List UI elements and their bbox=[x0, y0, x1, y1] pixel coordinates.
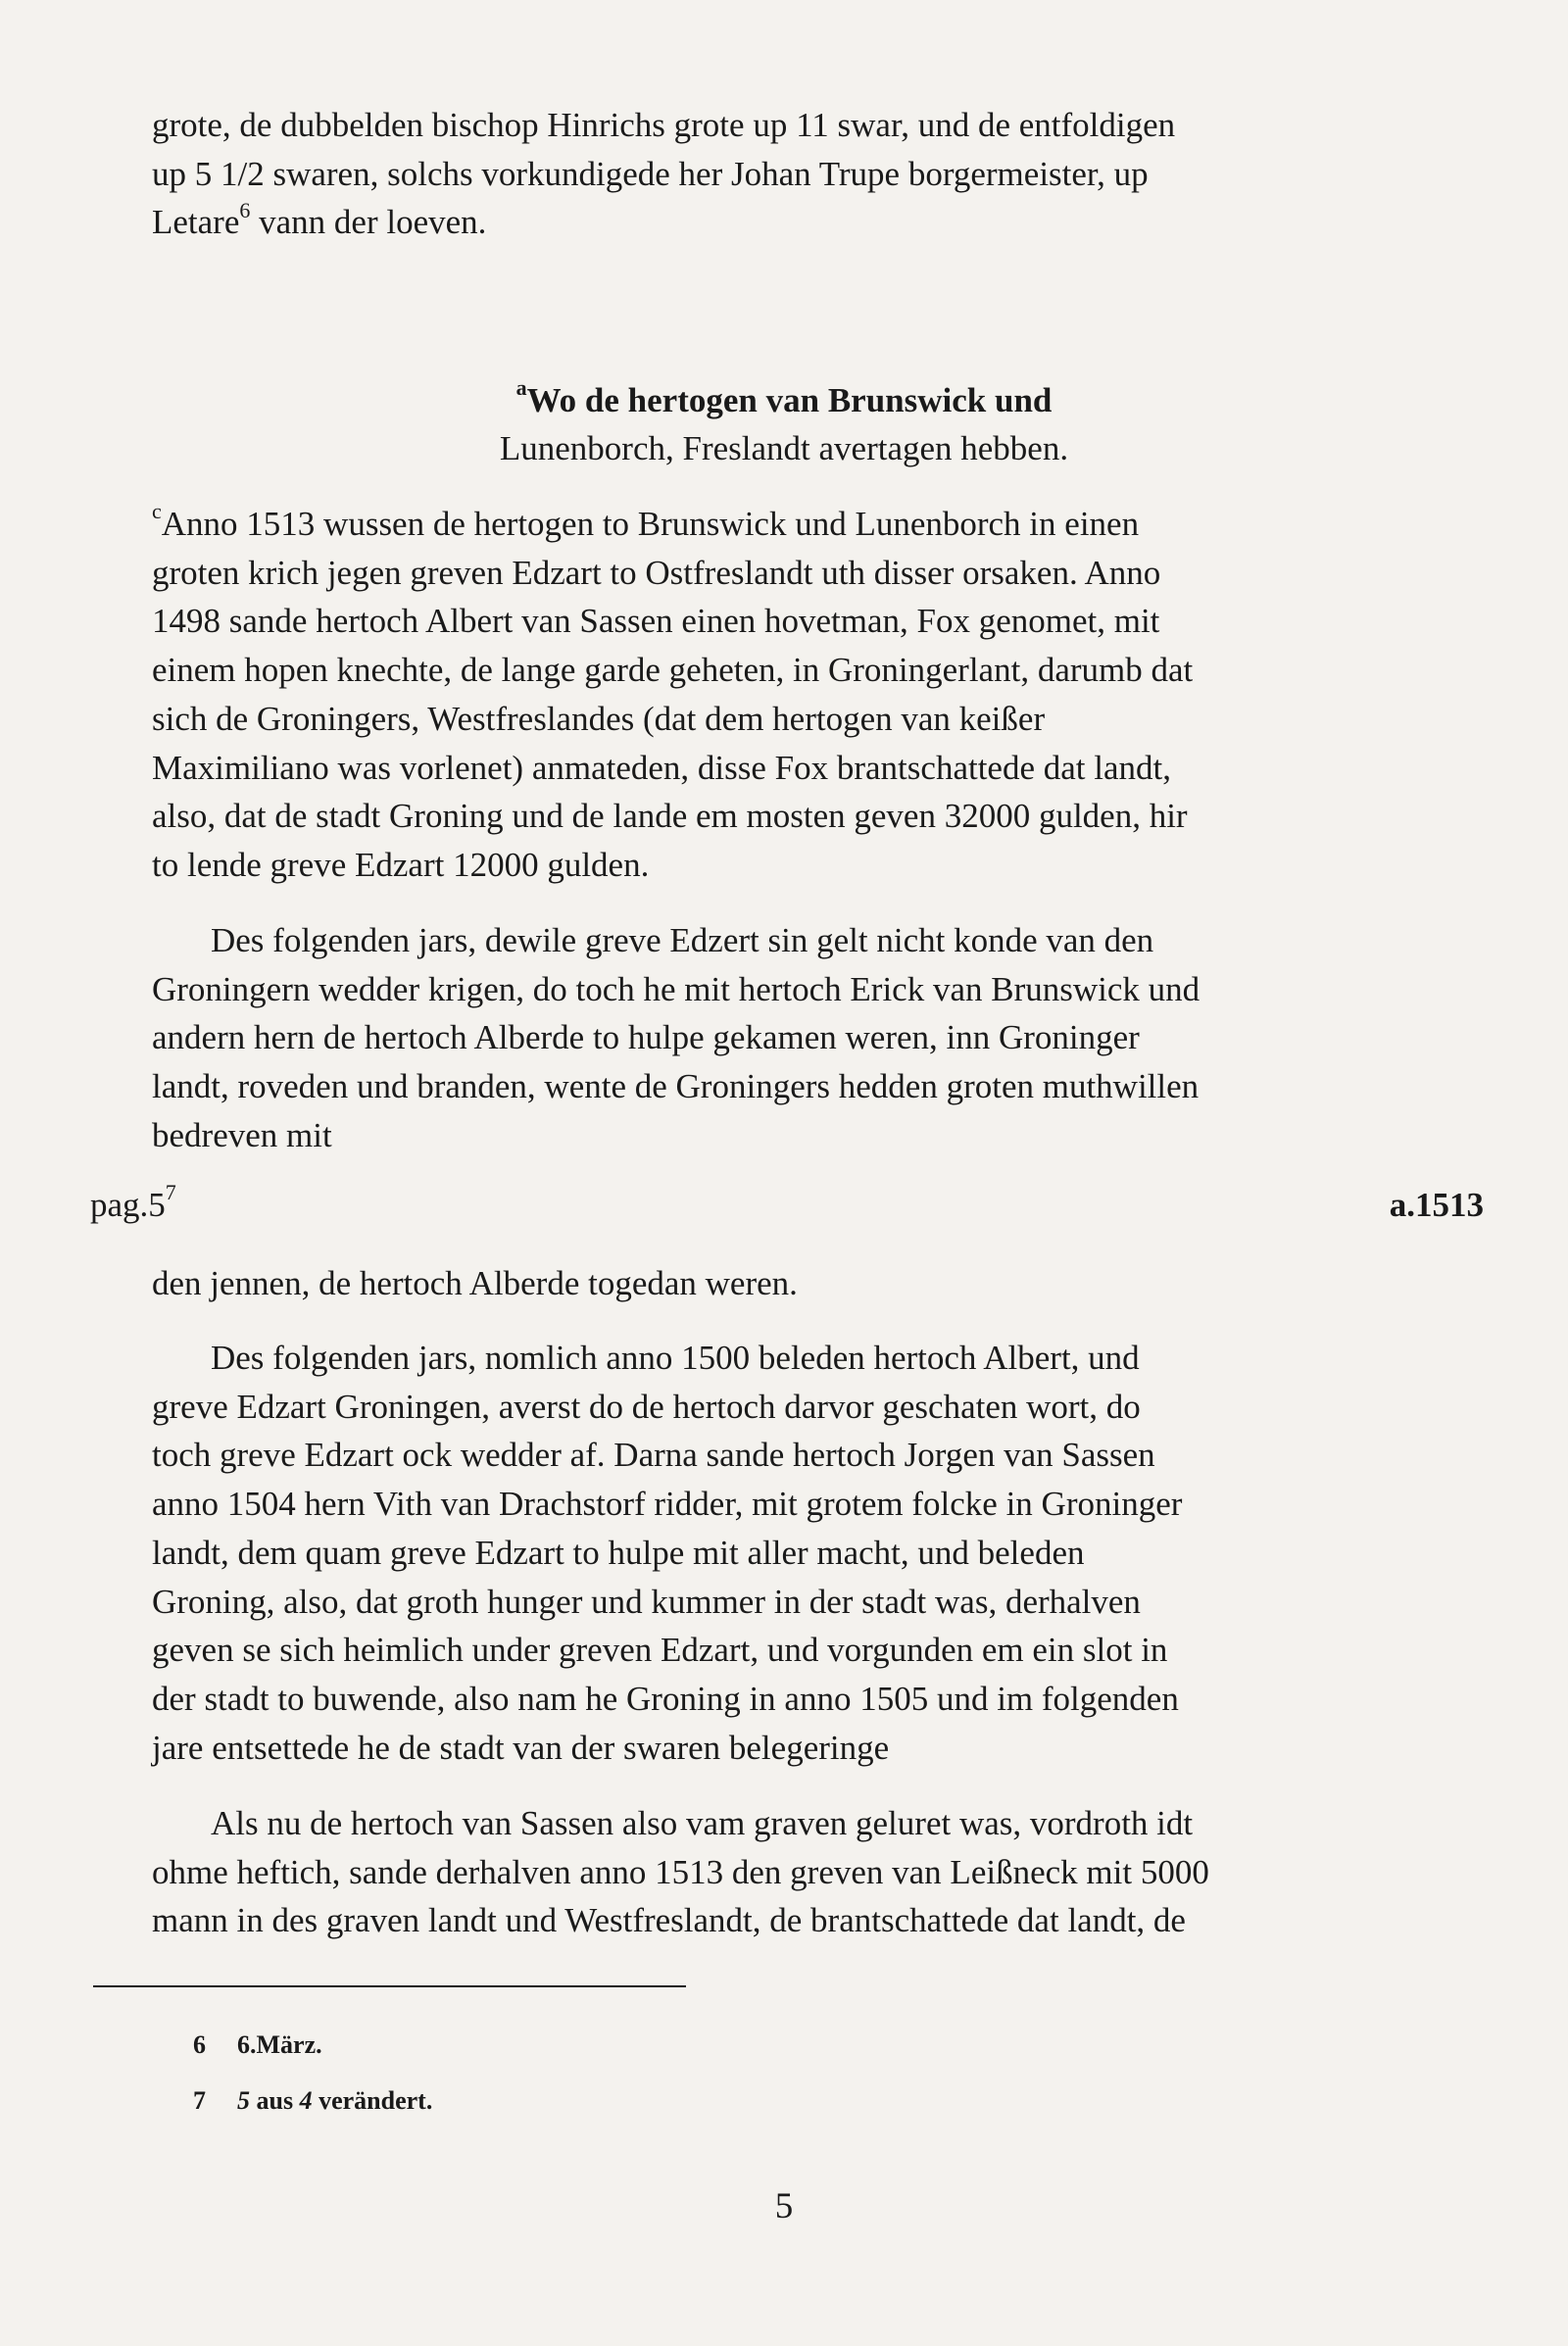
text-fragment: Anno 1513 wussen de hertogen to Brunswick und Lunenborch in einen bbox=[161, 505, 1140, 543]
text-line: Groning, also, dat groth hunger und kummer in der stadt was, derhalven bbox=[152, 1582, 1141, 1621]
paragraph-2 bbox=[152, 500, 1431, 890]
text-line: to lende greve Edzart 12000 gulden. bbox=[152, 845, 650, 884]
footnote-ref-7[interactable]: 7 bbox=[165, 1180, 176, 1205]
footnote-text-italic: 5 bbox=[237, 2086, 250, 2115]
text-line: landt, roveden und branden, wente de Groningers hedden groten muthwillen bbox=[152, 1067, 1200, 1106]
paragraph-4 bbox=[152, 1259, 1431, 1308]
text-fragment: vann der loeven. bbox=[250, 203, 487, 242]
text-line: groten krich jegen greven Edzart to Ostfreslandt uth disser orsaken. Anno bbox=[152, 553, 1161, 592]
footnote-number: 7 bbox=[193, 2086, 206, 2115]
footnote-text-italic: 4 bbox=[299, 2086, 313, 2115]
footnote-text: 6.März. bbox=[237, 2030, 322, 2059]
text-line: Als nu de hertoch van Sassen also vam graven geluret was, vordroth idt bbox=[211, 1804, 1194, 1842]
text-line: jare entsettede he de stadt van der swaren belegeringe bbox=[152, 1728, 890, 1767]
paragraph-3 bbox=[152, 916, 1431, 1160]
page-marker bbox=[90, 1181, 176, 1229]
footnote-7 bbox=[193, 2084, 432, 2118]
text-line: Groningern wedder krigen, do toch he mit hertoch Erick van Brunswick und bbox=[152, 969, 1200, 1008]
text-line: 1498 sande hertoch Albert van Sassen einen hovetman, Fox genomet, mit bbox=[152, 602, 1160, 641]
marker-a: a bbox=[515, 375, 527, 401]
text-line: Des folgenden jars, dewile greve Edzert sin gelt nicht konde van den bbox=[211, 921, 1154, 959]
text-line: einem hopen knechte, de lange garde geheten, in Groningerlant, darumb dat bbox=[152, 651, 1194, 690]
text-line: anno 1504 hern Vith van Drachstorf ridder, mit grotem folcke in Groninger bbox=[152, 1485, 1183, 1524]
paragraph-5 bbox=[152, 1334, 1431, 1772]
marker-c: c bbox=[152, 499, 162, 524]
text-line: grote, de dubbelden bischop Hinrichs grote up 11 swar, und de entfoldigen bbox=[152, 106, 1176, 144]
text-line: also, dat de stadt Groning und de lande em mosten geven 32000 gulden, hir bbox=[152, 797, 1188, 836]
year-marker: a.1513 bbox=[1389, 1186, 1484, 1224]
paragraph-1 bbox=[152, 101, 1431, 247]
text-line: Maximiliano was vorlenet) anmateden, disse Fox brantschattede dat landt, bbox=[152, 748, 1171, 787]
text-line: andern hern de hertoch Alberde to hulpe gekamen weren, inn Groninger bbox=[152, 1018, 1140, 1057]
page-number: 5 bbox=[774, 2186, 794, 2226]
footnote-text: aus bbox=[250, 2086, 300, 2115]
text-line: up 5 1/2 swaren, solchs vorkundigede her Johan Trupe borgermeister, up bbox=[152, 154, 1149, 193]
text-line bbox=[152, 198, 1431, 247]
heading-line-2: Lunenborch, Freslandt avertagen hebben. bbox=[499, 429, 1069, 467]
footnote-divider bbox=[93, 1985, 686, 1987]
text-line: ohme heftich, sande derhalven anno 1513 den greven van Leißneck mit 5000 bbox=[152, 1852, 1209, 1891]
footnote-6 bbox=[193, 2028, 322, 2062]
heading-line-1 bbox=[0, 376, 1568, 424]
footnote-ref-6[interactable]: 6 bbox=[239, 197, 251, 222]
text-line: greve Edzart Groningen, averst do de hertoch darvor geschaten wort, do bbox=[152, 1387, 1141, 1426]
section-heading bbox=[0, 376, 1568, 472]
text-line: mann in des graven landt und Westfreslandt, de brantschattede dat landt, de bbox=[152, 1901, 1186, 1940]
text-line: den jennen, de hertoch Alberde togedan weren. bbox=[152, 1264, 798, 1302]
text-fragment: Letare bbox=[152, 203, 240, 242]
text-line: Des folgenden jars, nomlich anno 1500 beleden hertoch Albert, und bbox=[211, 1339, 1140, 1377]
text-line: geven se sich heimlich under greven Edzart, und vorgunden em ein slot in bbox=[152, 1631, 1168, 1670]
footnote-text: verändert. bbox=[312, 2086, 433, 2115]
page-marker-text: pag.5 bbox=[90, 1186, 166, 1224]
heading-text: Wo de hertogen van Brunswick und bbox=[526, 381, 1053, 419]
text-line: bedreven mit bbox=[152, 1115, 332, 1154]
text-line: toch greve Edzart ock wedder af. Darna sande hertoch Jorgen van Sassen bbox=[152, 1436, 1155, 1475]
text-line: landt, dem quam greve Edzart to hulpe mit aller macht, und beleden bbox=[152, 1533, 1085, 1572]
footnote-number: 6 bbox=[193, 2030, 206, 2059]
text-line bbox=[152, 500, 1431, 549]
text-line: sich de Groningers, Westfreslandes (dat dem hertogen van keißer bbox=[152, 699, 1046, 738]
paragraph-6 bbox=[152, 1799, 1431, 1945]
text-line: der stadt to buwende, also nam he Groning in anno 1505 und im folgenden bbox=[152, 1679, 1179, 1718]
